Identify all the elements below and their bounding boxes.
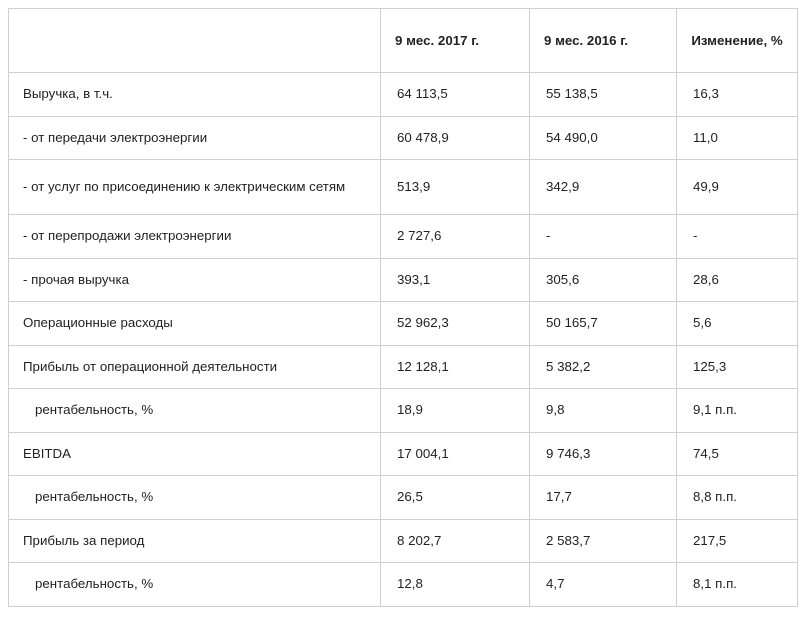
value-change: 8,8 п.п. (677, 476, 798, 520)
value-change: - (677, 215, 798, 259)
table-row (9, 345, 798, 389)
value-2016: 9 746,3 (530, 432, 677, 476)
row-label: - прочая выручка (9, 258, 381, 302)
value-2017: 2 727,6 (381, 215, 530, 259)
value-2017: 393,1 (381, 258, 530, 302)
table-row (9, 116, 798, 160)
value-2016: - (530, 215, 677, 259)
value-2016: 17,7 (530, 476, 677, 520)
value-2016: 50 165,7 (530, 302, 677, 346)
value-change: 49,9 (677, 160, 798, 215)
header-9m-2017: 9 мес. 2017 г. (381, 9, 530, 73)
table-row (9, 215, 798, 259)
header-change-percent: Изменение, % (677, 9, 798, 73)
table-row (9, 432, 798, 476)
table-row (9, 563, 798, 607)
value-2016: 342,9 (530, 160, 677, 215)
row-label: Операционные расходы (9, 302, 381, 346)
table-row (9, 160, 798, 215)
value-change: 125,3 (677, 345, 798, 389)
header-indicator (9, 9, 381, 73)
value-change: 74,5 (677, 432, 798, 476)
table-header-row (9, 9, 798, 73)
row-label: EBITDA (9, 432, 381, 476)
financial-results-table (8, 8, 798, 607)
table-row (9, 73, 798, 117)
row-label: Выручка, в т.ч. (9, 73, 381, 117)
value-change: 9,1 п.п. (677, 389, 798, 433)
value-2017: 64 113,5 (381, 73, 530, 117)
value-2016: 54 490,0 (530, 116, 677, 160)
value-change: 8,1 п.п. (677, 563, 798, 607)
value-2016: 9,8 (530, 389, 677, 433)
row-label: - от перепродажи электроэнергии (9, 215, 381, 259)
table-row (9, 258, 798, 302)
header-9m-2016: 9 мес. 2016 г. (530, 9, 677, 73)
row-label: Прибыль от операционной деятельности (9, 345, 381, 389)
value-2017: 513,9 (381, 160, 530, 215)
value-2017: 60 478,9 (381, 116, 530, 160)
value-2016: 5 382,2 (530, 345, 677, 389)
value-change: 16,3 (677, 73, 798, 117)
value-change: 217,5 (677, 519, 798, 563)
value-2016: 305,6 (530, 258, 677, 302)
value-2017: 26,5 (381, 476, 530, 520)
value-2017: 52 962,3 (381, 302, 530, 346)
row-label: рентабельность, % (9, 476, 381, 520)
value-2017: 12 128,1 (381, 345, 530, 389)
table-row (9, 519, 798, 563)
value-2017: 17 004,1 (381, 432, 530, 476)
value-2016: 2 583,7 (530, 519, 677, 563)
table-row (9, 476, 798, 520)
value-change: 5,6 (677, 302, 798, 346)
value-2017: 12,8 (381, 563, 530, 607)
row-label: рентабельность, % (9, 389, 381, 433)
row-label: - от услуг по присоединению к электрическим сетям (9, 160, 381, 215)
value-2017: 8 202,7 (381, 519, 530, 563)
row-label: рентабельность, % (9, 563, 381, 607)
row-label: Прибыль за период (9, 519, 381, 563)
table-row (9, 389, 798, 433)
value-2016: 4,7 (530, 563, 677, 607)
value-2017: 18,9 (381, 389, 530, 433)
table-row (9, 302, 798, 346)
value-2016: 55 138,5 (530, 73, 677, 117)
row-label: - от передачи электроэнергии (9, 116, 381, 160)
value-change: 28,6 (677, 258, 798, 302)
value-change: 11,0 (677, 116, 798, 160)
